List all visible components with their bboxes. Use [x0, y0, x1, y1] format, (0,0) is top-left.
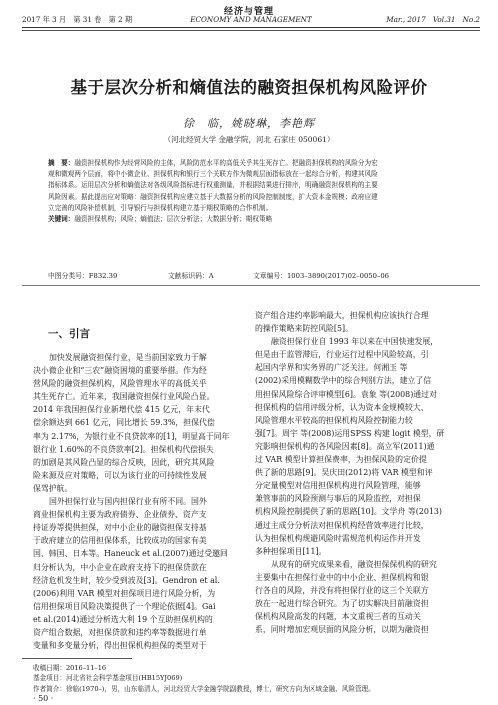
text-line: et al.(2014)通过分析选大利 19 个互助担保机构的 [33, 614, 213, 624]
text-line: 经济危机发生时，较少受到波及[3]。Gendron et al. [33, 575, 220, 585]
text-line: 的加剧是其风险凸显的综合反映，因此，研究其风险 [33, 457, 215, 467]
text-line: 归分析认为，中小企业在政府支持下的担保贷款在 [33, 562, 207, 572]
right-column-text [255, 309, 472, 636]
text-line: 变量和多变量分析，得出担保机构担保的类型对于 [33, 641, 207, 651]
page-number: · 50 · [33, 694, 54, 703]
text-line: 其生死存亡。近年来，我国融资担保行业风险凸显。 [33, 392, 215, 402]
abstract-label: 关键词： [48, 214, 75, 223]
text-line: 加快发展融资担保行业，是当前国家致力于解 [49, 353, 207, 362]
text-line: 但是由于监管滞后，行业运行过程中风险较高，引 [255, 350, 429, 360]
text-line: 机构风险控制提供了新的思路[10]。文学舟 等(2013) [255, 507, 442, 517]
text-line: 用担保风险综合评审模型[6]。袁象 等(2008)通过对 [255, 389, 437, 399]
text-line: 资产组合违约率影响最大，担保机构应该执行合理 [255, 311, 429, 320]
text-line: 险来源及应对策略，可以为该行业的可持续性发展 [33, 470, 207, 480]
abstract-line [48, 158, 453, 169]
text-line: 率为 2.17%，为银行业不良贷款率的[1]，明显高于同年 [33, 431, 230, 441]
issue-info: 2017 年 3 月 第 31 卷 第 2 期 [22, 15, 133, 24]
text-line: 商业担保机构主要为政府债券、企业债券、资产支 [33, 510, 207, 520]
abstract-text: 风险因素。据此提出应对策略：融资担保机构应建立基于大数据分析的风险控制制度，扩大资本金规模；政府应建 [48, 192, 378, 201]
section-divider [22, 285, 480, 286]
text-line: 认为担保机构规避风险时需规范机构运作并开发 [255, 533, 421, 543]
author-affiliation: （河北经贸大学 金融学院，河北 石家庄 050061） [163, 135, 335, 144]
text-line: 国外担保行业与国内担保行业有所不同。国外 [49, 497, 207, 507]
article-title: 基于层次分析和熵值法的融资担保机构风险评价 [70, 78, 428, 97]
text-line: 主要集中在担保行业中的中小企业、担保机构和银 [255, 572, 429, 582]
abstract-line [48, 214, 453, 225]
text-line: 担保机构的信用评级分析，认为资本金规模较大、 [255, 402, 429, 412]
abstract-text: 立完善的风险补偿机制，引导银行与担保机构建立基于期权策略的合作机制。 [48, 203, 273, 212]
text-line: (2006)利用 VAR 模型对担保项目进行风险分析，为 [33, 588, 216, 598]
text-line: 强[7]。周宇 等(2008)运用SPSS 构建 logit 模型，研 [255, 428, 445, 438]
text-line: 营风险的融资担保机构，风险管理水平的高低关乎 [33, 379, 207, 389]
footnote-rule [22, 658, 132, 659]
text-line: 通过主成分分析法对担保机构经营效率进行比较， [255, 520, 429, 530]
text-line: 放在一起进行综合研究。为了切实解决目前融资担 [255, 599, 429, 609]
left-column-text [33, 351, 243, 652]
issue-info-en: Mar., 2017 Vol.31 No.2 [386, 15, 480, 24]
text-line: 系，同时增加宏观层面的风险分析，以期为融资担 [255, 625, 429, 635]
clc-number: 中图分类号：F832.39 [48, 272, 118, 280]
text-line: 决小微企业和“三农”融资困境的重要举措。作为经 [33, 366, 207, 376]
text-line: 国、韩国、日本等。Haneuck et al.(2007)通过受邀回 [33, 549, 228, 559]
abstract-line [48, 169, 453, 180]
fund-project: 基金项目：河北省社会科学基金项目(HB15YJ069) [33, 674, 183, 682]
abstract-line [48, 192, 453, 203]
text-line: 从现有的研究成果来看，融资担保保机构的研究 [271, 559, 437, 569]
text-line: 供了新的思路[9]。吴庆田(2012)将 VAR 模型和评 [255, 468, 433, 478]
abstract-line [48, 203, 453, 214]
abstract-block [48, 158, 453, 225]
text-line: 过 VAR 模型计算担保费率，为担保风险的定价提 [255, 455, 427, 465]
text-line: 起国内学界和实务界的广泛关注。何湘玉 等 [255, 363, 408, 373]
abstract-line [48, 180, 453, 191]
text-line: 分定量模型对信用担保机构进行风险管理，能够 [255, 481, 421, 491]
text-line: 多种担保项目[11]。 [255, 546, 327, 556]
header-rule [22, 27, 480, 28]
text-line: 持证券等提供担保，对中小企业的融资担保支持基 [33, 523, 207, 533]
abstract-text: 观和微观两个层面，将中小微企业、担保机构和银行三个关联方作为微观层面指标放在一起综合分析，构建其风险 [48, 170, 378, 179]
text-line: (2002)采用模糊数学中的综合判别方法，建立了信 [255, 376, 432, 386]
text-line: 的操作策略来防控风险[5]。 [255, 324, 353, 334]
abstract-label: 摘 要： [48, 159, 75, 167]
article-authors: 徐 临，姚晓琳，李艳辉 [183, 117, 315, 130]
text-line: 偿余额达到 661 亿元，同比增长 59.3%，担保代偿 [33, 418, 215, 428]
text-line: 于政府建立的信用担保体系，比较成功的国家有美 [33, 536, 207, 546]
article-number: 文章编号：1003–3890(2017)02–0050–06 [253, 272, 389, 280]
section-heading: 一、引言 [48, 328, 90, 340]
text-line: 究影响担保机构的各风险因素[8]。高立军(2011)通 [255, 441, 435, 451]
author-bio: 作者简介：徐临(1970–)，男，山东临清人，河北经贸大学金融学院副教授，博士，研究方向为区域金融、风险管理。 [33, 685, 375, 693]
text-line: 2014 年我国担保行业新增代偿 415 亿元，年末代 [33, 405, 210, 415]
journal-logo: 经济与管理 [223, 7, 274, 17]
text-line: 资产组合数据，对担保贷款和违约率等数据进行单 [33, 627, 207, 637]
text-line: 保驾护航。 [33, 483, 73, 493]
text-line: 银行业 1.60%的不良贷款率[2]。担保机构代偿损失 [33, 444, 214, 454]
abstract-text: 融资担保机构作为经营风险的主体，风险防范水平的高低关乎其生死存亡。把融资担保机构的风险分为宏 [74, 159, 378, 167]
text-line: 融资担保行业自 1993 年以来在中国快速发展， [271, 337, 439, 347]
abstract-text: 指标体系。运用层次分析和熵值法对各级风险指标进行权重测量，并根据结果进行排序，明确融资担保机构的主要 [48, 181, 378, 190]
header-rule-thin [22, 30, 480, 31]
text-line: 保机构风险高发的问题，本文重视三者的互动关 [255, 612, 421, 622]
text-line: 信用担保项目风险决策提供了一个理论依据[4]。Gai [33, 601, 216, 611]
text-line: 兼管事前的风险预测与事后的风险监控，对担保 [255, 494, 421, 504]
text-line: 风险管理水平较高的担保机构风险控制能力较 [255, 415, 413, 425]
journal-name-en: ECONOMY AND MANAGEMENT [190, 15, 312, 24]
document-code: 文献标识码：A [168, 272, 214, 280]
abstract-text: 融资担保机构；风险；熵值法；层次分析法；大数据分析；期权策略 [74, 214, 273, 223]
received-date: 收稿日期：2016–11–16 [33, 664, 107, 672]
text-line: 行各自的风险，并没有将担保行业的这三个关联方 [255, 585, 429, 595]
